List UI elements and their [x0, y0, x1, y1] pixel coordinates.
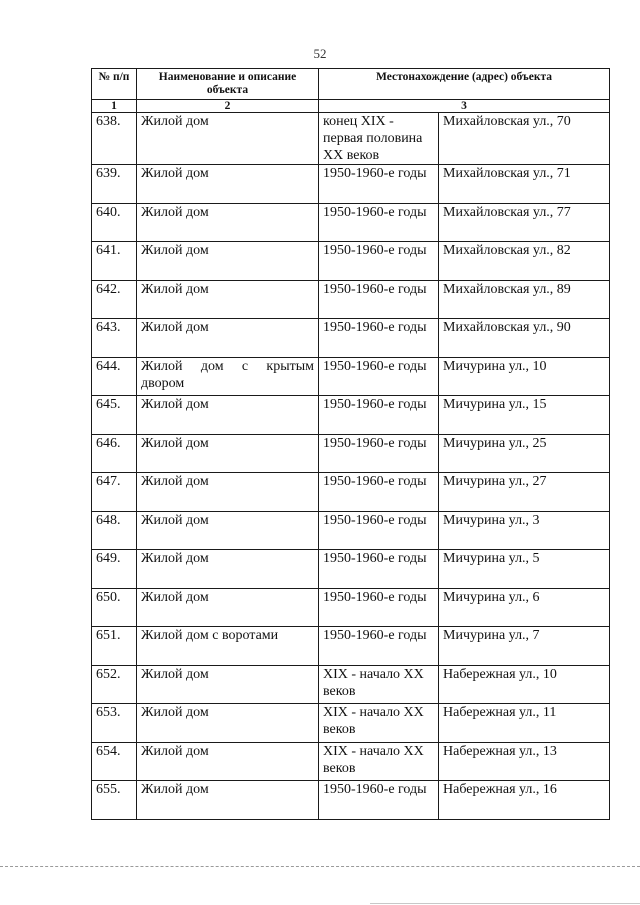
object-name: Жилой дом: [137, 588, 319, 627]
table-row: [92, 434, 610, 473]
object-name: Жилой дом: [137, 434, 319, 473]
object-name: Жилой дом: [137, 165, 319, 204]
object-period: 1950-1960-е годы: [319, 550, 439, 589]
object-period: 1950-1960-е годы: [319, 242, 439, 281]
column-number-2: 2: [137, 100, 319, 113]
table-row: [92, 319, 610, 358]
table-row: [92, 588, 610, 627]
object-name: Жилой дом: [137, 742, 319, 781]
table-row: [92, 242, 610, 281]
object-address: Мичурина ул., 25: [439, 434, 610, 473]
table-row: [92, 280, 610, 319]
object-period: XIX - начало XX веков: [319, 665, 439, 704]
object-name: Жилой дом: [137, 665, 319, 704]
header-location: Местонахождение (адрес) объекта: [319, 69, 610, 100]
object-address: Михайловская ул., 90: [439, 319, 610, 358]
header-name: Наименование и описание объекта: [137, 69, 319, 100]
table-row: [92, 550, 610, 589]
object-address: Мичурина ул., 15: [439, 396, 610, 435]
object-address: Набережная ул., 11: [439, 704, 610, 743]
object-name: Жилой дом: [137, 203, 319, 242]
table-row: [92, 473, 610, 512]
object-period: 1950-1960-е годы: [319, 203, 439, 242]
row-number: 655.: [92, 781, 137, 820]
column-numbers-row: [92, 100, 610, 113]
row-number: 648.: [92, 511, 137, 550]
table-body: [92, 113, 610, 820]
row-number: 644.: [92, 357, 137, 396]
page-number: 52: [313, 46, 327, 61]
row-number: 642.: [92, 280, 137, 319]
object-name: Жилой дом: [137, 319, 319, 358]
header-num: № п/п: [92, 69, 137, 100]
scan-edge-line: [0, 866, 640, 867]
row-number: 638.: [92, 113, 137, 165]
row-number: 647.: [92, 473, 137, 512]
object-period: 1950-1960-е годы: [319, 781, 439, 820]
table-row: [92, 704, 610, 743]
object-period: 1950-1960-е годы: [319, 511, 439, 550]
object-name: Жилой дом: [137, 113, 319, 165]
object-name: Жилой дом с воротами: [137, 627, 319, 666]
object-period: XIX - начало XX веков: [319, 704, 439, 743]
row-number: 651.: [92, 627, 137, 666]
object-period: 1950-1960-е годы: [319, 357, 439, 396]
object-name: Жилой дом: [137, 242, 319, 281]
object-period: 1950-1960-е годы: [319, 280, 439, 319]
object-period: 1950-1960-е годы: [319, 434, 439, 473]
row-number: 650.: [92, 588, 137, 627]
row-number: 654.: [92, 742, 137, 781]
object-name: Жилой дом: [137, 473, 319, 512]
object-period: 1950-1960-е годы: [319, 165, 439, 204]
object-address: Набережная ул., 16: [439, 781, 610, 820]
object-period: XIX - начало XX веков: [319, 742, 439, 781]
object-address: Мичурина ул., 5: [439, 550, 610, 589]
object-name: Жилой дом: [137, 704, 319, 743]
object-address: Михайловская ул., 89: [439, 280, 610, 319]
column-number-1: 1: [92, 100, 137, 113]
table-row: [92, 396, 610, 435]
object-address: Михайловская ул., 70: [439, 113, 610, 165]
object-address: Мичурина ул., 7: [439, 627, 610, 666]
object-address: Набережная ул., 10: [439, 665, 610, 704]
heritage-objects-table: [91, 68, 610, 820]
object-address: Набережная ул., 13: [439, 742, 610, 781]
object-name: Жилой дом: [137, 781, 319, 820]
object-period: 1950-1960-е годы: [319, 396, 439, 435]
object-name: Жилой дом: [137, 511, 319, 550]
object-period: 1950-1960-е годы: [319, 588, 439, 627]
table-row: [92, 627, 610, 666]
object-address: Мичурина ул., 3: [439, 511, 610, 550]
object-address: Мичурина ул., 10: [439, 357, 610, 396]
object-address: Михайловская ул., 77: [439, 203, 610, 242]
table-row: [92, 665, 610, 704]
row-number: 641.: [92, 242, 137, 281]
row-number: 640.: [92, 203, 137, 242]
table-row: [92, 203, 610, 242]
row-number: 639.: [92, 165, 137, 204]
object-address: Мичурина ул., 27: [439, 473, 610, 512]
table-header-row: [92, 69, 610, 100]
object-period: конец XIX - первая половина XX веков: [319, 113, 439, 165]
object-name: Жилой дом: [137, 280, 319, 319]
object-period: 1950-1960-е годы: [319, 473, 439, 512]
object-address: Михайловская ул., 82: [439, 242, 610, 281]
object-period: 1950-1960-е годы: [319, 319, 439, 358]
table-row: [92, 113, 610, 165]
table-row: [92, 511, 610, 550]
object-period: 1950-1960-е годы: [319, 627, 439, 666]
table-row: [92, 357, 610, 396]
row-number: 646.: [92, 434, 137, 473]
row-number: 652.: [92, 665, 137, 704]
table-row: [92, 781, 610, 820]
row-number: 645.: [92, 396, 137, 435]
object-address: Михайловская ул., 71: [439, 165, 610, 204]
column-number-3: 3: [319, 100, 610, 113]
table-row: [92, 165, 610, 204]
object-name: Жилой дом с крытым двором: [137, 357, 319, 396]
scan-edge-line-lower: [370, 903, 640, 904]
object-address: Мичурина ул., 6: [439, 588, 610, 627]
table-row: [92, 742, 610, 781]
row-number: 653.: [92, 704, 137, 743]
row-number: 643.: [92, 319, 137, 358]
row-number: 649.: [92, 550, 137, 589]
object-name: Жилой дом: [137, 550, 319, 589]
object-name: Жилой дом: [137, 396, 319, 435]
